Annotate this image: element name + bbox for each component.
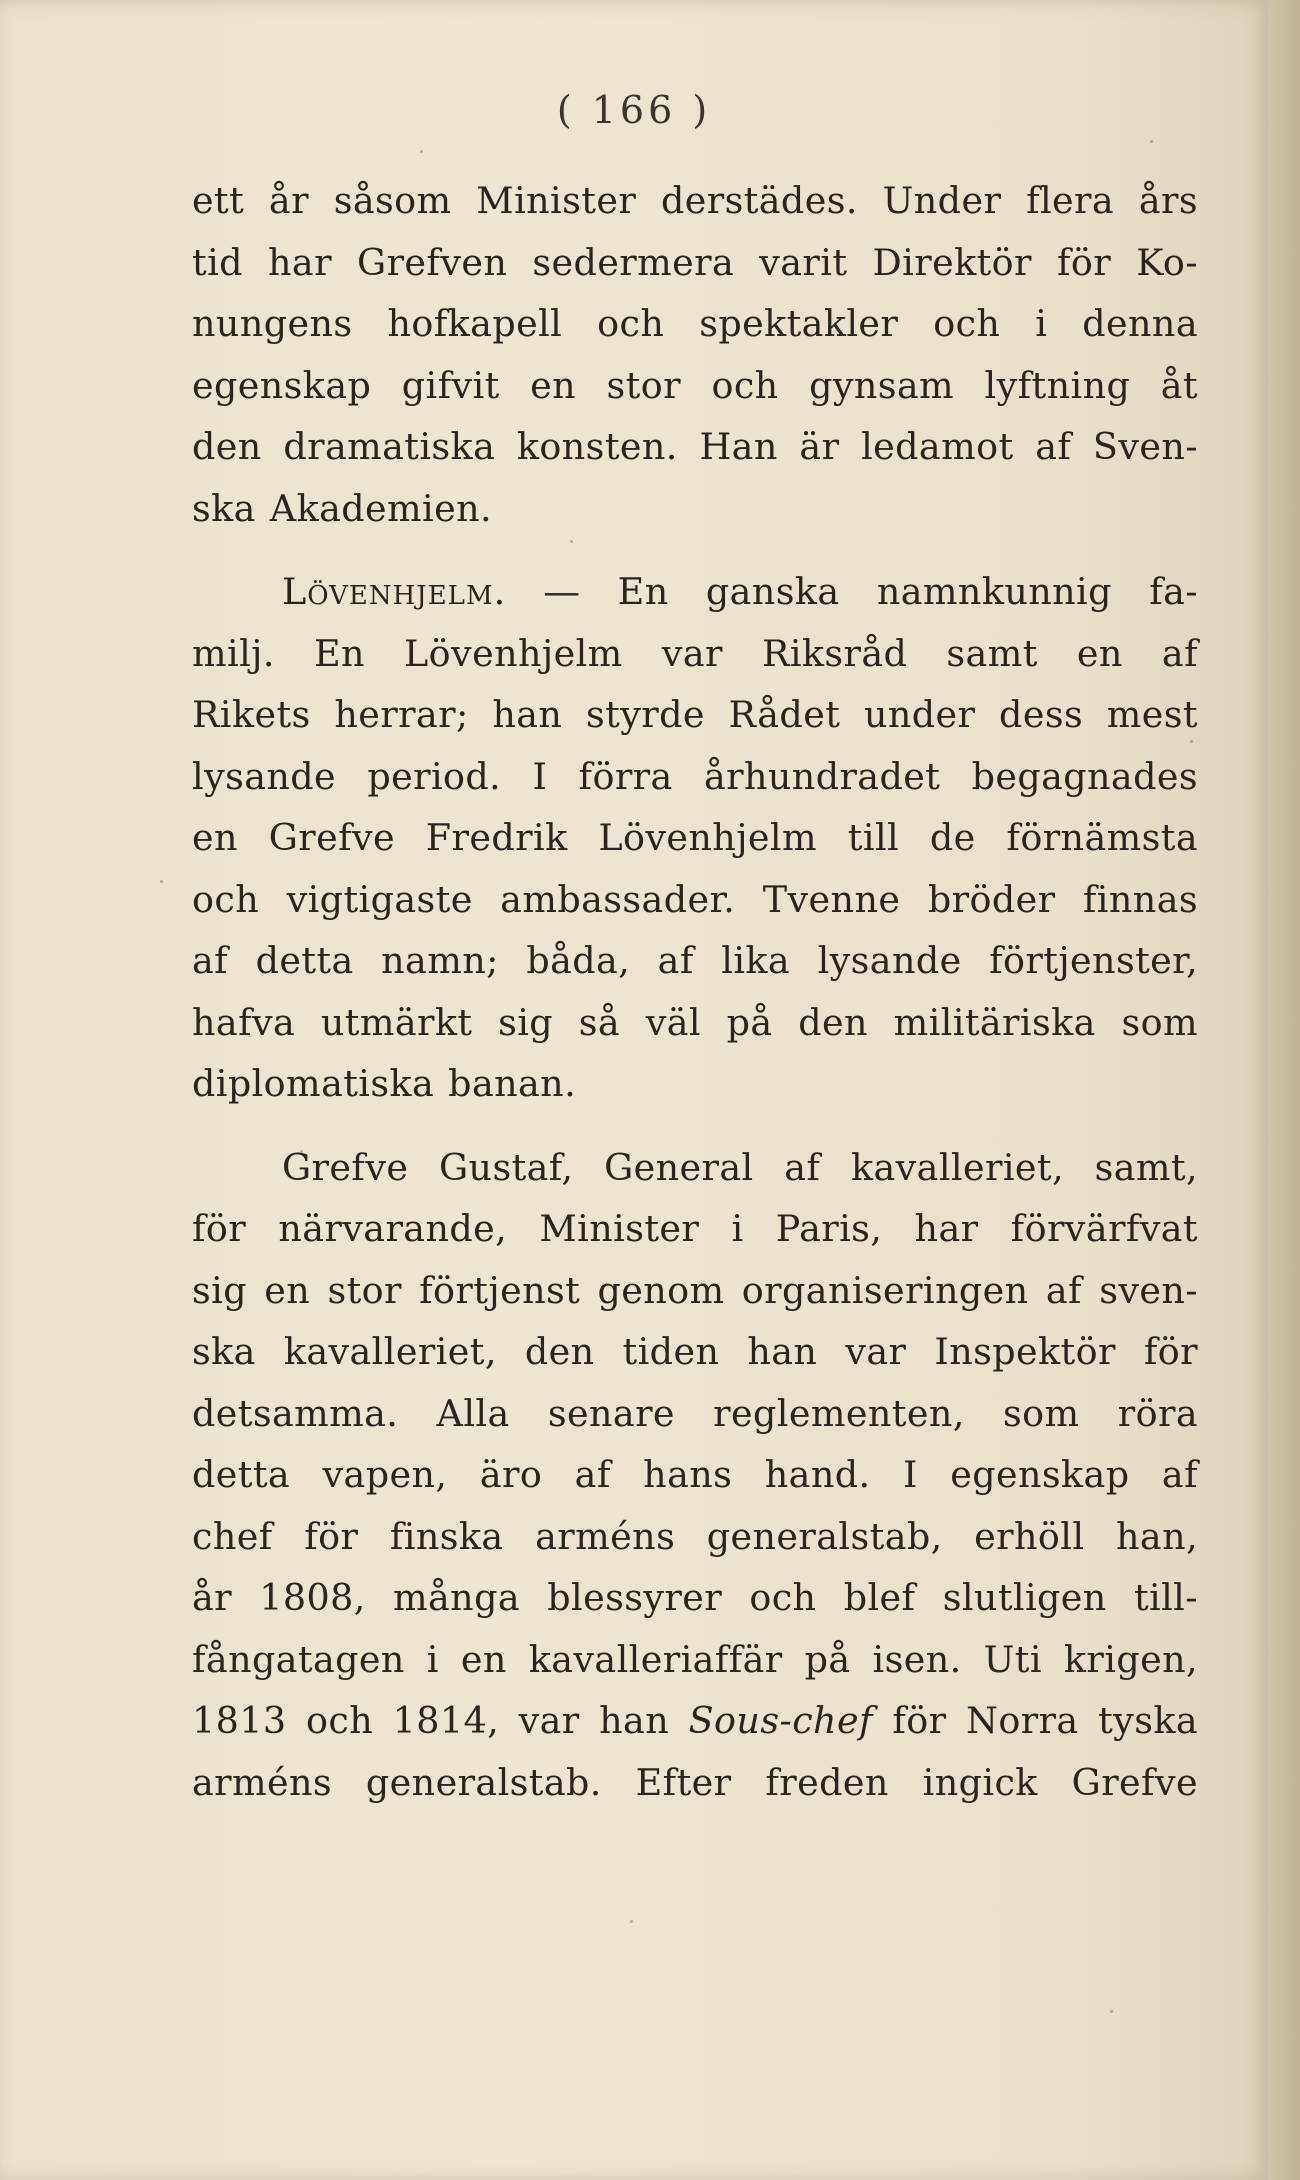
entry-heading: Lövenhjelm.	[282, 570, 507, 613]
paper-speck	[420, 150, 423, 153]
text-line: Rikets herrar; han styrde Rådet under dess mest	[192, 693, 1198, 736]
text-line: detta vapen, äro af hans hand. I egenskap af	[192, 1453, 1198, 1496]
text-line: sig en stor förtjenst genom organiseringen af sven-	[192, 1268, 1198, 1312]
text-line: detsamma. Alla senare reglementen, som röra	[192, 1391, 1198, 1435]
text-fragment: 1813 och 1814, var han	[192, 1699, 670, 1742]
text-line: arméns generalstab. Efter freden ingick Grefve	[192, 1760, 1198, 1804]
text-line: af detta namn; båda, af lika lysande förtjenster,	[192, 939, 1198, 982]
text-line: tid har Grefven sedermera varit Direktör för Ko-	[192, 240, 1198, 284]
text-line: nungens hofkapell och spektakler och i denna	[192, 302, 1198, 345]
text-line: år 1808, många blessyrer och blef slutligen till-	[192, 1576, 1198, 1619]
text-line: chef för finska arméns generalstab, erhöll han,	[192, 1514, 1198, 1558]
text-line: egenskap gifvit en stor och gynsam lyftning åt	[192, 363, 1198, 407]
text-line: för närvarande, Minister i Paris, har förvärfvat	[192, 1207, 1198, 1250]
text-line	[192, 1690, 1198, 1752]
text-line: och vigtigaste ambassader. Tvenne bröder finnas	[192, 877, 1198, 921]
text-line: diplomatiska banan.	[192, 1062, 577, 1105]
page-edge	[1268, 0, 1300, 2180]
text-line: den dramatiska konsten. Han är ledamot af Sven-	[192, 425, 1198, 468]
text-line: hafva utmärkt sig så väl på den militäriska som	[192, 1000, 1198, 1044]
text-fragment: för Norra tyska	[892, 1699, 1198, 1742]
page-number: ( 166 )	[556, 88, 712, 132]
paper-speck	[1150, 140, 1153, 143]
text-line: ett år såsom Minister derstädes. Under flera års	[192, 179, 1198, 222]
italic-term: Sous-chef	[688, 1699, 873, 1742]
paper-speck	[160, 880, 163, 883]
paragraph-3	[192, 1137, 1198, 1814]
text-line: en Grefve Fredrik Lövenhjelm till de förnämsta	[192, 816, 1198, 859]
text-line: lysande period. I förra århundradet begagnades	[192, 754, 1198, 798]
text-line: Grefve Gustaf, General af kavalleriet, samt,	[282, 1145, 1198, 1189]
text-line: ska kavalleriet, den tiden han var Inspektör för	[192, 1330, 1198, 1373]
paragraph-2	[192, 561, 1198, 1115]
text-line: milj. En Lövenhjelm var Riksråd samt en af	[192, 631, 1198, 675]
text-line: fångatagen i en kavalleriaffär på isen. Uti krigen,	[192, 1637, 1198, 1681]
text-line: ska Akademien.	[192, 486, 493, 530]
text-line	[192, 561, 1198, 623]
paragraph-1	[192, 170, 1198, 539]
text-fragment: — En ganska namnkunnig fa-	[543, 570, 1198, 613]
paper-speck	[630, 1920, 633, 1923]
paper-speck	[1110, 2010, 1113, 2013]
body-text	[192, 170, 1198, 1813]
